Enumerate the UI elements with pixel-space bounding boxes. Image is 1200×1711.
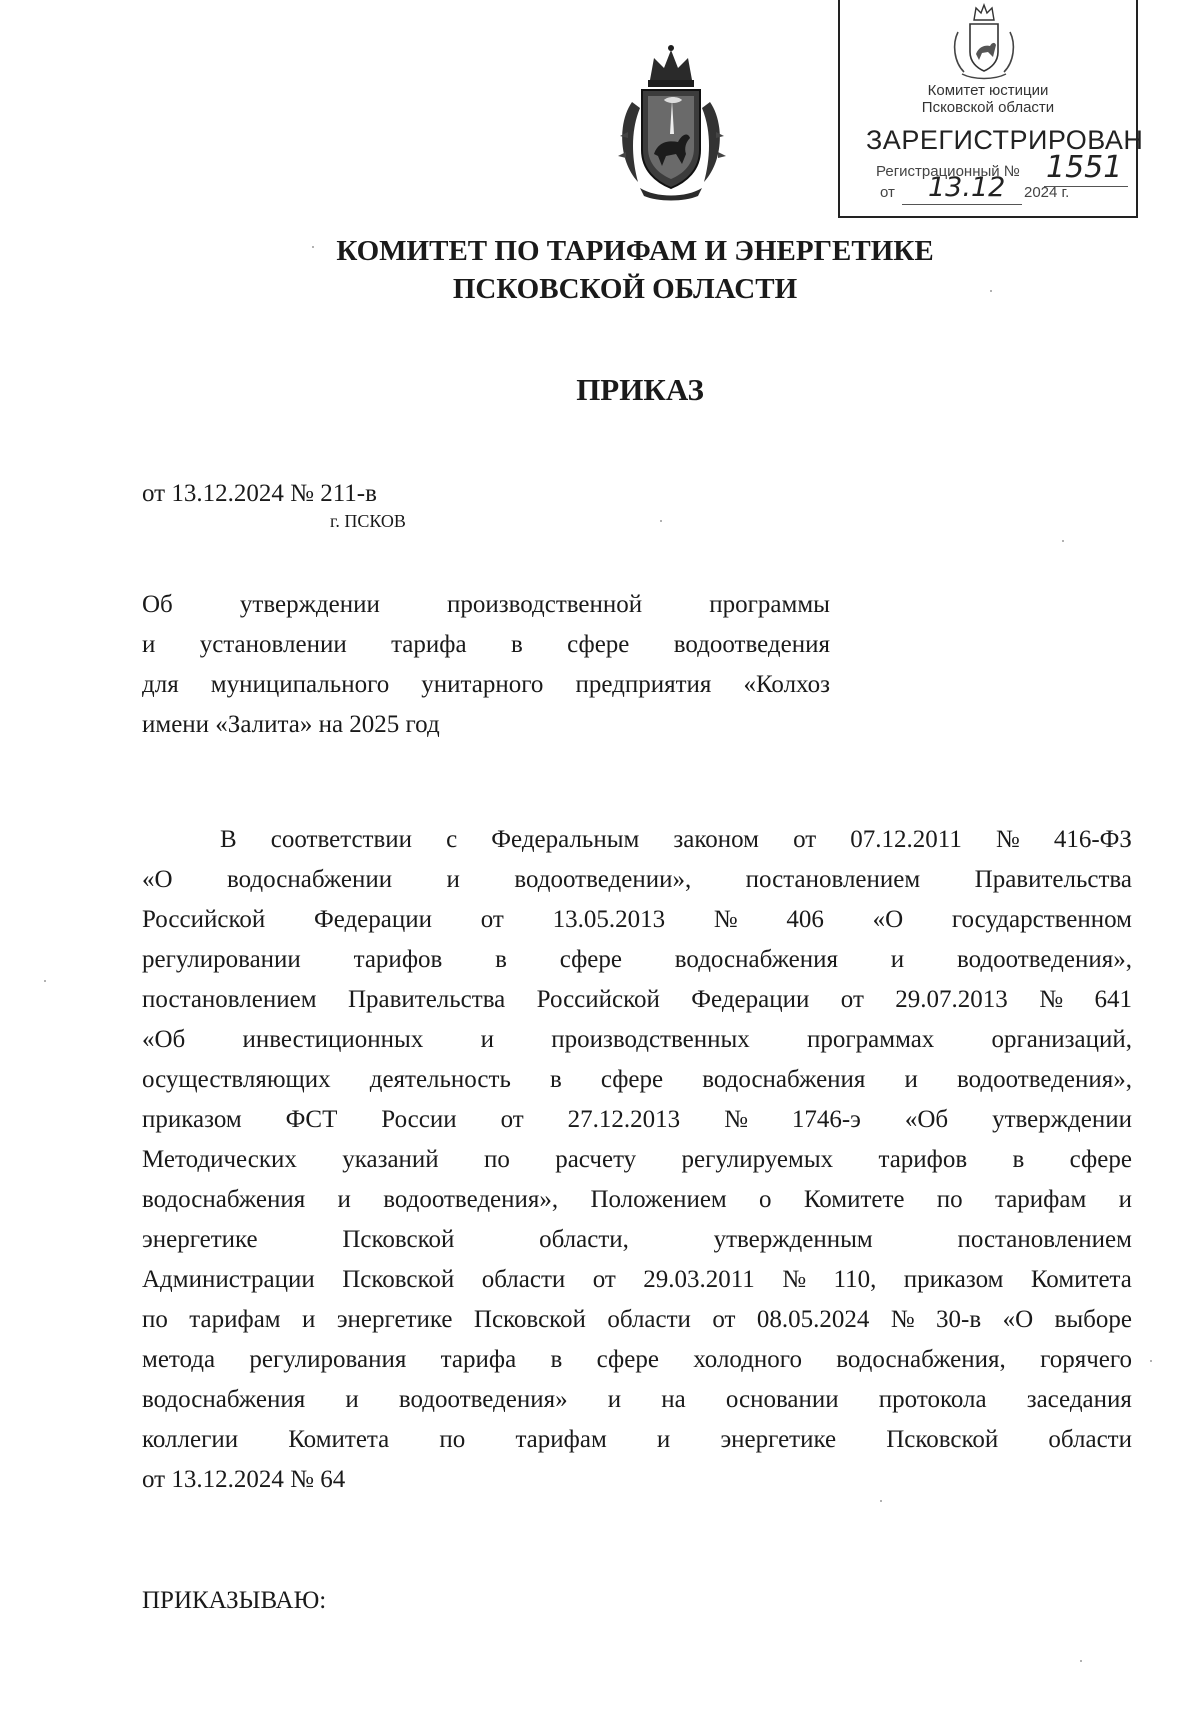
document-type: ПРИКАЗ bbox=[576, 372, 704, 407]
body-line: Российской Федерации от 13.05.2013 № 406 «О государственном bbox=[142, 906, 1132, 933]
body-line: водоснабжения и водоотведения» и на основании протокола заседания bbox=[142, 1386, 1132, 1413]
body-line: «Об инвестиционных и производственных программах организаций, bbox=[142, 1026, 1132, 1053]
stamp-date-year: 2024 г. bbox=[1024, 184, 1070, 201]
issuer-heading-line1: КОМИТЕТ ПО ТАРИФАМ И ЭНЕРГЕТИКЕ bbox=[336, 235, 934, 267]
subject-line: для муниципального унитарного предприятия «Колхоз bbox=[142, 671, 830, 698]
body-line: по тарифам и энергетике Псковской области от 08.05.2024 № 30-в «О выборе bbox=[142, 1306, 1132, 1333]
body-line: регулировании тарифов в сфере водоснабжения и водоотведения», bbox=[142, 946, 1132, 973]
coat-of-arms-emblem bbox=[612, 42, 730, 202]
subject-line: имени «Залита» на 2025 год bbox=[142, 711, 440, 738]
registration-stamp bbox=[838, 0, 1144, 218]
body-line: «О водоснабжении и водоотведении», постановлением Правительства bbox=[142, 866, 1132, 893]
document-city: г. ПСКОВ bbox=[330, 511, 406, 531]
subject-line: и установлении тарифа в сфере водоотведения bbox=[142, 631, 830, 658]
issuer-heading bbox=[0, 232, 1200, 308]
body-line: водоснабжения и водоотведения», Положением о Комитете по тарифам и bbox=[142, 1186, 1132, 1213]
body-line: от 13.12.2024 № 64 bbox=[142, 1466, 346, 1493]
order-directive: ПРИКАЗЫВАЮ: bbox=[142, 1587, 327, 1614]
stamp-reg-number: 1551 bbox=[1046, 150, 1123, 185]
stamp-date-prefix: от bbox=[880, 184, 895, 201]
issuer-heading-line2: ПСКОВСКОЙ ОБЛАСТИ bbox=[452, 273, 798, 305]
stamp-date-handwritten: 13.12 bbox=[928, 172, 1006, 203]
body-line: коллегии Комитета по тарифам и энергетике Псковской области bbox=[142, 1426, 1132, 1453]
document-date-number: от 13.12.2024 № 211-в bbox=[142, 480, 377, 507]
body-line: постановлением Правительства Российской Федерации от 29.07.2013 № 641 bbox=[142, 986, 1132, 1013]
body-line: приказом ФСТ России от 27.12.2013 № 1746-э «Об утверждении bbox=[142, 1106, 1132, 1133]
stamp-org-line2: Псковской области bbox=[921, 99, 1055, 116]
stamp-org-line1: Комитет юстиции bbox=[927, 82, 1049, 99]
stamp-emblem-icon bbox=[948, 2, 1020, 80]
stamp-reg-label: Регистрационный № bbox=[876, 163, 1020, 180]
document-body bbox=[142, 820, 1132, 1500]
body-line: Методических указаний по расчету регулируемых тарифов в сфере bbox=[142, 1146, 1132, 1173]
body-line: Администрации Псковской области от 29.03.2011 № 110, приказом Комитета bbox=[142, 1266, 1132, 1293]
body-line: метода регулирования тарифа в сфере холодного водоснабжения, горячего bbox=[142, 1346, 1132, 1373]
body-line: В соответствии с Федеральным законом от 07.12.2011 № 416-ФЗ bbox=[220, 826, 1132, 853]
body-line: энергетике Псковской области, утвержденным постановлением bbox=[142, 1226, 1132, 1253]
body-line: осуществляющих деятельность в сфере водоснабжения и водоотведения», bbox=[142, 1066, 1132, 1093]
stamp-status: ЗАРЕГИСТРИРОВАН bbox=[866, 125, 1144, 155]
document-subject bbox=[142, 585, 830, 745]
subject-line: Об утверждении производственной программы bbox=[142, 591, 830, 618]
